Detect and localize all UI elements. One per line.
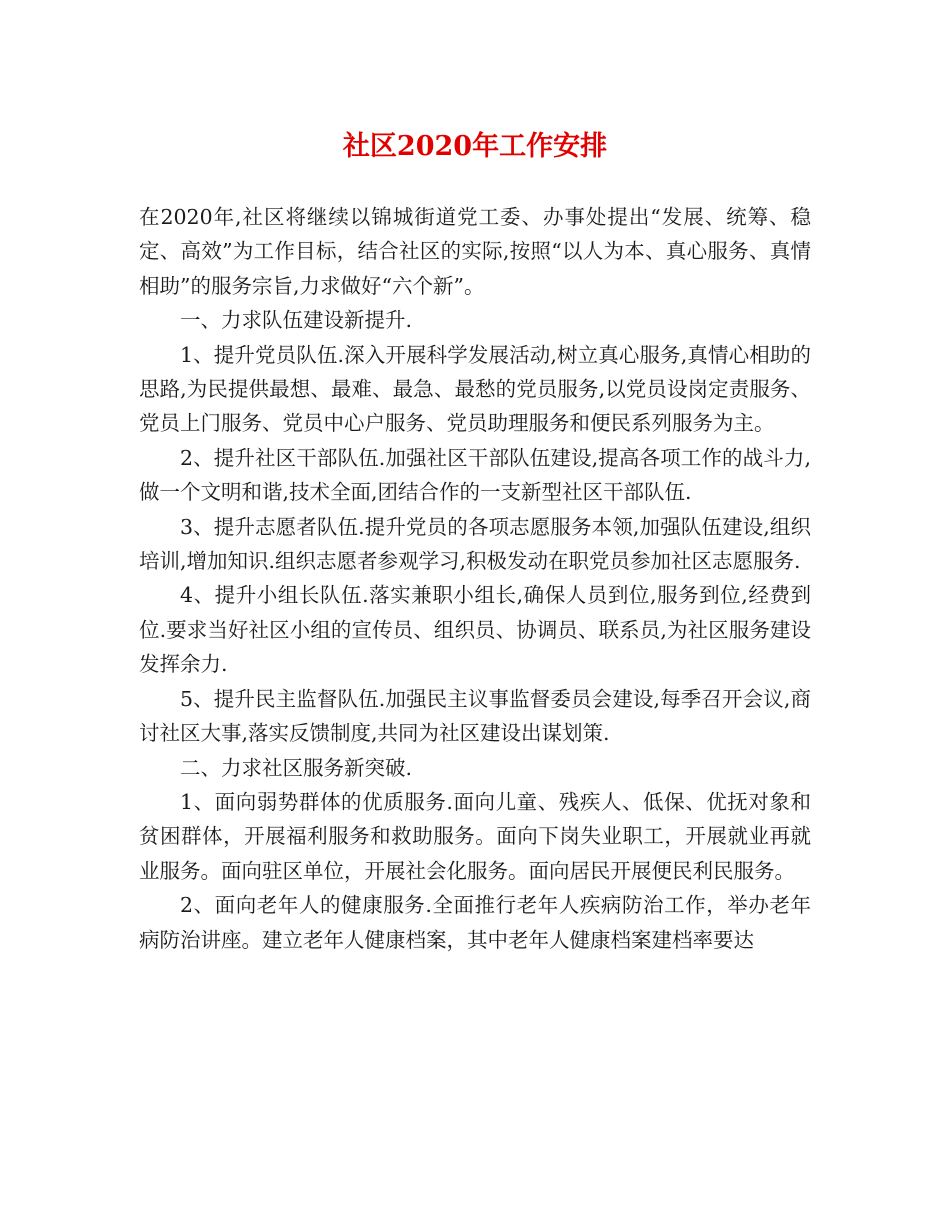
section-heading-2: 二、力求社区服务新突破.: [180, 755, 413, 780]
paragraph-1-3: 3、提升志愿者队伍.提升党员的各项志愿服务本领,加强队伍建设,组织培训,增加知识.组织志愿者参观学习,积极发动在职党员参加社区志愿服务.: [139, 514, 811, 574]
paragraph-1-5: 5、提升民主监督队伍.加强民主议事监督委员会建设,每季召开会议,商讨社区大事,落实反馈制度,共同为社区建设出谋划策.: [139, 686, 811, 746]
document-title: 社区2020年工作安排: [342, 131, 608, 162]
document-body: [139, 200, 811, 957]
section-heading-1: 一、力求队伍建设新提升.: [180, 308, 413, 333]
paragraph-1-1: 1、提升党员队伍.深入开展科学发展活动,树立真心服务,真情心相助的思路,为民提供最想、最难、最急、最愁的党员服务,以党员设岗定责服务、党员上门服务、党员中心户服务、党员助理服务和便民系列服务为主。: [139, 342, 811, 436]
paragraph-2-1: 1、面向弱势群体的优质服务.面向儿童、残疾人、低保、优抚对象和贫困群体，开展福利服务和救助服务。面向下岗失业职工，开展就业再就业服务。面向驻区单位，开展社会化服务。面向居民开展便民利民服务。: [139, 789, 811, 883]
paragraph-2-2: 2、面向老年人的健康服务.全面推行老年人疾病防治工作，举办老年病防治讲座。建立老年人健康档案，其中老年人健康档案建档率要达: [139, 893, 811, 952]
paragraph-1-4: 4、提升小组长队伍.落实兼职小组长,确保人员到位,服务到位,经费到位.要求当好社区小组的宣传员、组织员、协调员、联系员,为社区服务建设发挥余力.: [139, 583, 811, 677]
paragraph-1-2: 2、提升社区干部队伍.加强社区干部队伍建设,提高各项工作的战斗力,做一个文明和谐,技术全面,团结合作的一支新型社区干部队伍.: [139, 445, 811, 505]
paragraph-intro: 在2020年,社区将继续以锦城街道党工委、办事处提出“发展、统筹、稳定、高效”为工作目标，结合社区的实际,按照“以人为本、真心服务、真情相助”的服务宗旨,力求做好“六个新”。: [139, 205, 811, 298]
